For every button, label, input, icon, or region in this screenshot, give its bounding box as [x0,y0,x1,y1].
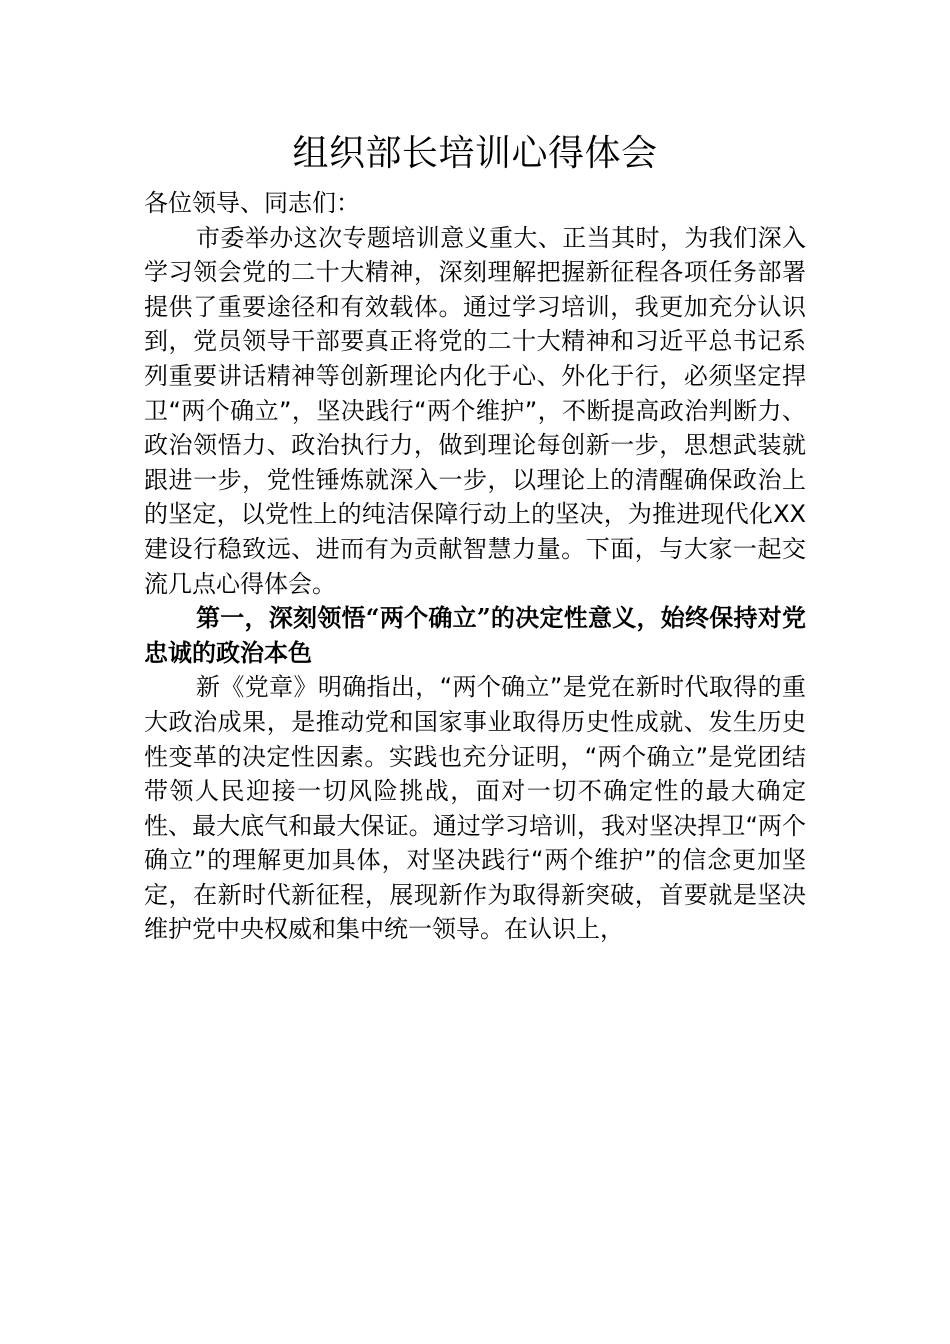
document-title: 组织部长培训心得体会 [292,133,658,174]
paragraph-section-one: 新《党章》明确指出，“两个确立”是党在新时代取得的重大政治成果，是推动党和国家事业取得历史性成就、发生历史性变革的决定性因素。实践也充分证明，“两个确立”是党团结带领人民迎接一切风险挑战，面对一切不确定性的最大确定性、最大底气和最大保证。通过学习培训，我对坚决捍卫“两个确立”的理解更加具体，对坚决践行“两个维护”的信念更加坚定，在新时代新征程，展现新作为取得新突破，首要就是坚决维护党中央权威和集中统一领导。在认识上， [144,673,806,944]
paragraph-intro: 市委举办这次专题培训意义重大、正当其时，为我们深入学习领会党的二十大精神，深刻理解把握新征程各项任务部署提供了重要途径和有效载体。通过学习培训，我更加充分认识到，党员领导干部要真正将党的二十大精神和习近平总书记系列重要讲话精神等创新理论内化于心、外化于行，必须坚定捍卫“两个确立”，坚决践行“两个维护”，不断提高政治判断力、政治领悟力、政治执行力，做到理论每创新一步，思想武装就跟进一步，党性锤炼就深入一步，以理论上的清醒确保政治上的坚定，以党性上的纯洁保障行动上的坚决，为推进现代化XX建设行稳致远、进而有为贡献智慧力量。下面，与大家一起交流几点心得体会。 [144,223,806,598]
section-heading-first: 第一，深刻领悟“两个确立”的决定性意义，始终保持对党忠诚的政治本色 [144,603,806,667]
salutation: 各位领导、同志们： [144,189,360,217]
document-body [144,128,806,947]
